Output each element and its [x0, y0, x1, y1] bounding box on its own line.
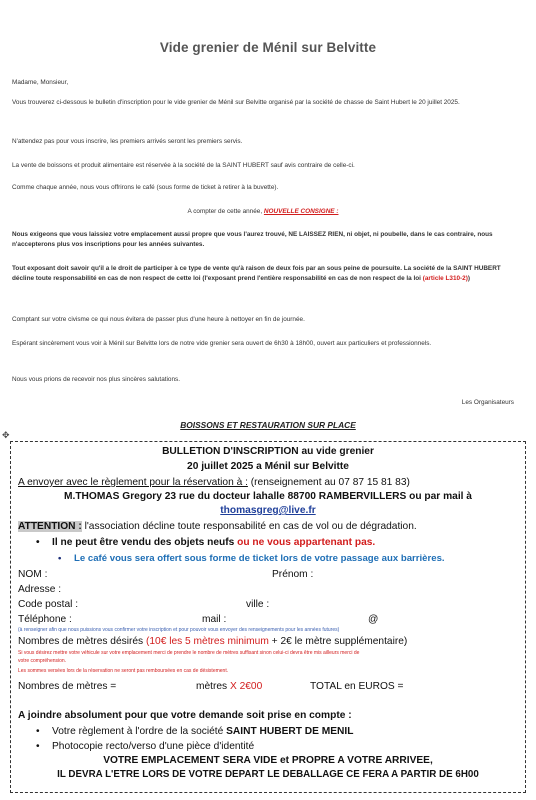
- paragraph-coffee: Comme chaque année, nous vous offrirons le café (sous forme de ticket à retirer à la buvette).: [12, 184, 279, 191]
- code-postal-label: Code postal :: [18, 599, 79, 610]
- law-article: (article L310-2): [422, 274, 468, 282]
- form-title: BULLETION D'INSCRIPTION au vide grenier: [162, 446, 374, 457]
- final-notice-2: IL DEVRA L'ETRE LORS DE VOTRE DEPART LE DEBALLAGE CE FERA A PARTIR DE 6H00: [57, 769, 479, 780]
- requirement-payment: • Votre règlement à l'ordre de la société SAINT HUBERT DE MENIL: [36, 726, 354, 737]
- boissons-heading: BOISSONS ET RESTAURATION SUR PLACE: [180, 420, 356, 430]
- attention-text: l'association décline toute responsabilité en cas de vol ou de dégradation.: [81, 521, 417, 532]
- telephone-note: (à renseigner afin que nous puissions vous confirmer votre inscription et pour pouvoir vous envoyer des renseignements pour les années futures): [18, 627, 340, 633]
- bullet-new-objects-red: ou ne vous appartenant pas.: [237, 537, 376, 548]
- vehicle-note-1: Si vous désirez mettre votre véhicule sur votre emplacement merci de prendre le nombre de mètres suffisant sinon celui-ci devra être mis ailleurs merci de: [18, 650, 360, 656]
- metres-line: [18, 636, 407, 648]
- greeting: Madame, Monsieur,: [12, 79, 69, 86]
- ville-label: ville :: [246, 599, 270, 610]
- final-notice-1: VOTRE EMPLACEMENT SERA VIDE et PROPRE A VOTRE ARRIVEE,: [103, 755, 433, 766]
- adresse-label: Adresse :: [18, 584, 62, 595]
- signature: Les Organisateurs: [461, 399, 514, 406]
- bullet-coffee-text: Le café vous sera offert sous forme de ticket lors de votre passage aux barrières.: [74, 553, 445, 564]
- telephone-label: Téléphone :: [18, 614, 72, 625]
- law-end: ): [467, 274, 470, 282]
- requirement-id-text: Photocopie recto/verso d'une pièce d'identité: [52, 741, 255, 752]
- metres-label: Nombres de mètres désirés: [18, 636, 146, 647]
- bullet-new-objects: • Il ne peut être vendu des objets neufs ou ne vous appartenant pas.: [36, 537, 376, 548]
- email-link[interactable]: thomasgreg@live.fr: [220, 505, 316, 516]
- law-text: Tout exposant doit savoir qu'il a le droit de participer à ce type de vente qu'à raison de deux fois par an sous peine de poursuite. La société de la SAINT HUBERT décline toute responsabilité en cas de non respect de cette loi (l'exposant prend l'entière responsabilité en cas de non respect de la loi: [12, 265, 501, 282]
- prenom-label: Prénom :: [272, 569, 314, 580]
- attention-line: [18, 521, 417, 533]
- refund-note: Les sommes versées lors de la réservation ne seront pas remboursées en cas de désistement.: [18, 668, 229, 674]
- mail-label: mail :: [202, 614, 227, 625]
- cleanliness-text-end: , ni objet, ni poubelle, dans le cas contraire, nous n'accepterons plus vos inscriptions pour les années suivantes.: [12, 231, 493, 248]
- requirement-id: • Photocopie recto/verso d'une pièce d'identité: [36, 741, 255, 752]
- metres-x-label: mètres: [196, 681, 230, 692]
- send-instructions: [18, 477, 410, 489]
- metres-price-extra: + 2€ le mètre supplémentaire): [268, 636, 408, 647]
- paragraph-law: [12, 264, 514, 283]
- metres-price-min: (10€ les 5 mètres minimum: [145, 636, 269, 647]
- attention-label: ATTENTION :: [18, 521, 82, 532]
- paragraph-cleanliness: [12, 230, 514, 249]
- bullet-new-objects-text: Il ne peut être vendu des objets neufs: [52, 537, 238, 548]
- leave-nothing: NE LAISSEZ RIEN: [288, 231, 344, 238]
- metres-calc: [196, 681, 262, 693]
- paragraph-first-come: N'attendez pas pour vous inscrire, les premiers arrivés seront les premiers servis.: [12, 138, 243, 145]
- paragraph-drinks: La vente de boissons et produit alimentaire est réservée à la société de la SAINT HUBERT sauf avis contraire de celle-ci.: [12, 162, 355, 169]
- total-label: TOTAL en EUROS =: [310, 681, 404, 692]
- new-rule-heading: [12, 207, 514, 217]
- send-label: A envoyer avec le règlement pour la réservation à :: [18, 477, 248, 488]
- requirement-payment-text: Votre règlement à l'ordre de la société: [52, 726, 227, 737]
- move-handle-icon[interactable]: ✥: [2, 430, 10, 440]
- send-phone: (renseignement au 07 87 15 81 83): [247, 477, 410, 488]
- metres-unit-price: X 2€00: [229, 681, 263, 692]
- at-sign: @: [368, 614, 379, 625]
- bullet-coffee: • Le café vous sera offert sous forme de ticket lors de votre passage aux barrières.: [58, 553, 445, 564]
- form-date: 20 juillet 2025 a Ménil sur Belvitte: [187, 461, 349, 472]
- paragraph-salutations: Nous vous prions de recevoir nos plus sincères salutations.: [12, 376, 181, 383]
- joindre-heading: A joindre absolument pour que votre demande soit prise en compte :: [18, 710, 352, 721]
- vehicle-note-2: votre compréhension.: [18, 658, 67, 664]
- paragraph-intro: Vous trouverez ci-dessous le bulletin d'inscription pour le vide grenier de Ménil sur Belvitte organisé par la société de chasse de Saint Hubert le 20 juillet 2025.: [12, 99, 460, 106]
- cleanliness-text: Nous exigeons que vous laissiez votre emplacement aussi propre que vous l'aurez trouvé,: [12, 231, 289, 238]
- requirement-payment-org: SAINT HUBERT DE MENIL: [226, 726, 354, 737]
- new-rule-prefix: A compter de cette année,: [187, 208, 264, 215]
- paragraph-civism: Comptant sur votre civisme ce qui nous évitera de passer plus d'une heure à nettoyer en fin de journée.: [12, 316, 305, 323]
- paragraph-opening: Espérant sincèrement vous voir à Ménil sur Belvitte lors de notre vide grenier sera ouvert de 6h30 à 18h00, ouvert aux particuliers et professionnels.: [12, 340, 432, 347]
- nom-label: NOM :: [18, 569, 48, 580]
- nb-metres-label: Nombres de mètres =: [18, 681, 117, 692]
- postal-address: M.THOMAS Gregory 23 rue du docteur lahalle 88700 RAMBERVILLERS ou par mail à: [64, 491, 472, 502]
- new-rule-label: NOUVELLE CONSIGNE :: [263, 208, 339, 215]
- page-title: Vide grenier de Ménil sur Belvitte: [159, 40, 377, 55]
